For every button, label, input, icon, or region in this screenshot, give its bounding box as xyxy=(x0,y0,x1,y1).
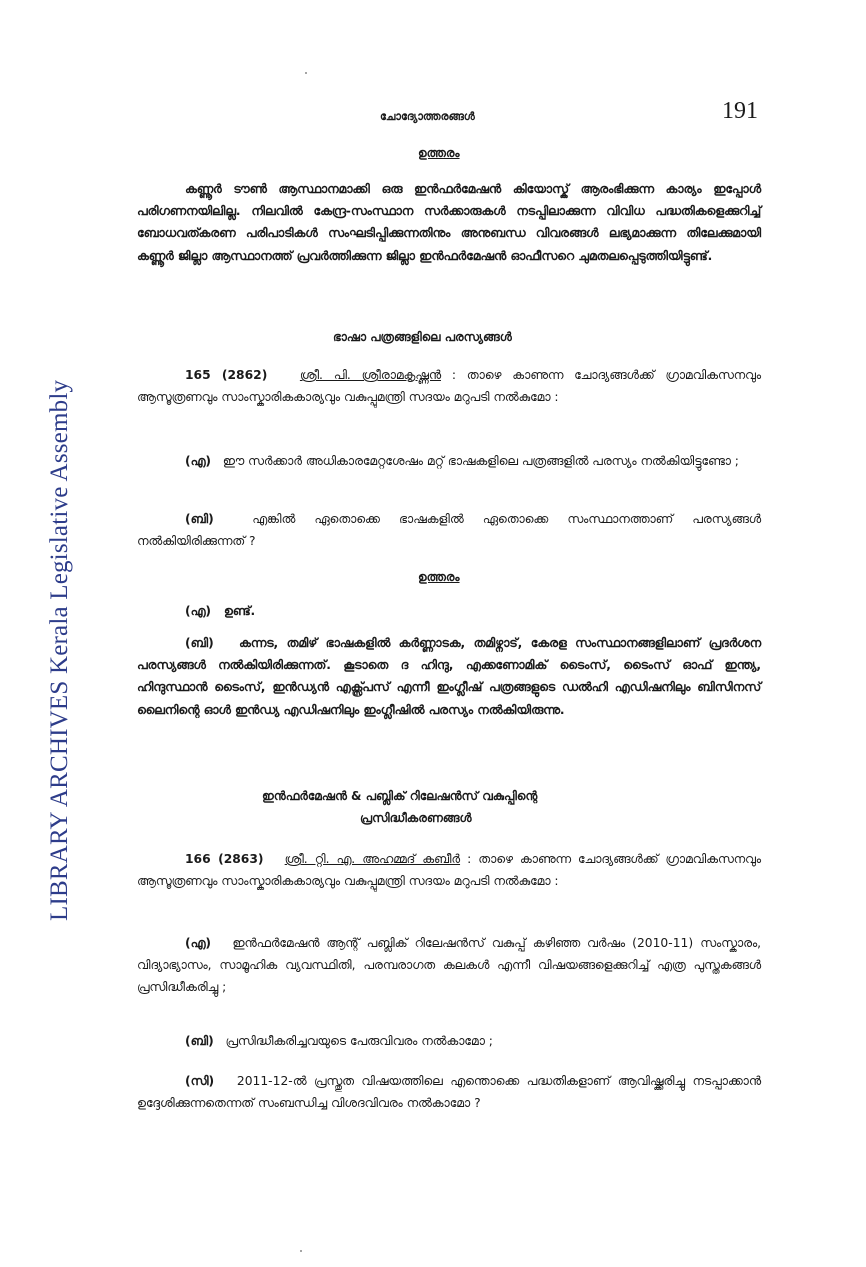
archive-watermark: LIBRARY ARCHIVES Kerala Legislative Assembly xyxy=(46,379,73,921)
sub-question-a xyxy=(137,450,761,472)
item-text: പ്രസിദ്ധീകരിച്ചവയുടെ പേരുവിവരം നൽകാമോ ; xyxy=(225,1034,493,1048)
section-heading: ഇൻഫർമേഷൻ & പബ്ലിക് റിലേഷൻസ് വകുപ്പിന്റെ xyxy=(262,789,538,803)
sub-question-c xyxy=(137,1070,761,1114)
item-text: ഈ സർക്കാർ അധികാരമേറ്റശേഷം മറ്റ് ഭാഷകളിലെ പത്രങ്ങളിൽ പരസ്യം നൽകിയിട്ടുണ്ടോ ; xyxy=(222,454,739,468)
item-text: ഉണ്ട്. xyxy=(223,604,256,618)
page-number: 191 xyxy=(722,98,758,124)
item-label: (എ) xyxy=(185,604,212,618)
page-header-title: ചോദ്യോത്തരങ്ങൾ xyxy=(380,110,475,123)
item-label: (എ) xyxy=(185,454,212,468)
scan-speck xyxy=(305,72,307,74)
item-label: (ബി) xyxy=(185,1034,214,1048)
answer-heading: ഉത്തരം xyxy=(418,146,460,160)
item-label: (ബി) xyxy=(185,636,214,650)
scan-speck xyxy=(300,1250,302,1252)
question-intro xyxy=(137,364,761,408)
item-text: 2011-12-ൽ പ്രസ്തുത വിഷയത്തിലെ എന്തൊക്കെ പദ്ധതികളാണ് ആവിഷ്ക്കരിച്ചു നടപ്പാക്കാൻ ഉദ്ദേശിക്കുന്നതെന്നത് സംബന്ധിച്ച വിശദവിവരം നൽകാമോ ? xyxy=(137,1074,761,1111)
question-intro-text: : താഴെ കാണുന്ന ചോദ്യങ്ങൾക്ക് ഗ്രാമവികസനവും ആസൂത്രണവും സാംസ്കാരികകാര്യവും വകുപ്പുമന്ത്രി സദയം മറുപടി നൽകുമോ : xyxy=(137,852,762,889)
item-text: കന്നട, തമിഴ് ഭാഷകളിൽ കർണ്ണാടക, തമിഴ്നാട്, കേരള സംസ്ഥാനങ്ങളിലാണ് പ്രദർശന പരസ്യങ്ങൾ നൽകിയിരിക്കുന്നത്. കൂടാതെ ദ ഹിന്ദു, എക്കണോമിക് ടൈംസ്, ടൈംസ് ഓഫ് ഇന്ത്യ, ഹിന്ദുസ്ഥാൻ ടൈംസ്, ഇൻഡ്യൻ എക്സ്പ്രസ് എന്നീ ഇംഗ്ലീഷ് പത്രങ്ങളുടെ ഡൽഹി എഡിഷനിലും ബിസിനസ് ലൈനിന്റെ ഓൾ ഇൻഡ്യ എഡിഷനിലും ഇംഗ്ലീഷിൽ പരസ്യം നൽകിയിരുന്നു. xyxy=(137,636,761,717)
section-heading: ഭാഷാ പത്രങ്ങളിലെ പരസ്യങ്ങൾ xyxy=(333,330,512,344)
answer-item-b xyxy=(137,632,761,721)
item-label: (എ) xyxy=(185,936,212,950)
answer-paragraph: കണ്ണൂർ ടൗൺ ആസ്ഥാനമാക്കി ഒരു ഇൻഫർമേഷൻ കിയോസ്ക് ആരംഭിക്കുന്ന കാര്യം ഇപ്പോൾ പരിഗണനയിലില്ല. നിലവിൽ കേന്ദ്ര-സംസ്ഥാന സർക്കാരുകൾ നടപ്പിലാക്കുന്ന വിവിധ പദ്ധതികളെക്കുറിച്ച് ബോധവത്കരണ പരിപാടികൾ സംഘടിപ്പിക്കുന്നതിനും അനുബന്ധ വിവരങ്ങൾ ലഭ്യമാക്കുന്ന തിലേക്കുമായി കണ്ണൂർ ജില്ലാ ആസ്ഥാനത്ത് പ്രവർത്തിക്കുന്ന ജില്ലാ ഇൻഫർമേഷൻ ഓഫീസറെ ചുമതലപ്പെടുത്തിയിട്ടുണ്ട്. xyxy=(137,182,761,263)
question-intro-text: : താഴെ കാണുന്ന ചോദ്യങ്ങൾക്ക് ഗ്രാമവികസനവും ആസൂത്രണവും സാംസ്കാരികകാര്യവും വകുപ്പുമന്ത്രി സദയം മറുപടി നൽകുമോ : xyxy=(137,368,761,405)
sub-question-a xyxy=(137,932,761,999)
member-name: ശ്രീ. റ്റി. എ. അഹമ്മദ് കബീർ xyxy=(284,852,461,866)
item-text: എങ്കിൽ ഏതൊക്കെ ഭാഷകളിൽ ഏതൊക്കെ സംസ്ഥാനത്താണ് പരസ്യങ്ങൾ നൽകിയിരിക്കുന്നത് ? xyxy=(137,512,761,549)
sub-question-b xyxy=(137,508,761,552)
section-heading-line2: പ്രസിദ്ധീകരണങ്ങൾ xyxy=(360,811,472,825)
member-name: ശ്രീ. പി. ശ്രീരാമകൃഷ്ണൻ xyxy=(299,368,441,382)
question-number: 166 (2863) xyxy=(185,852,264,866)
question-number: 165 (2862) xyxy=(185,368,268,382)
answer-heading: ഉത്തരം xyxy=(418,570,460,584)
item-label: (സി) xyxy=(185,1074,215,1088)
sub-question-b xyxy=(137,1030,761,1052)
question-intro xyxy=(137,848,761,892)
item-label: (ബി) xyxy=(185,512,214,526)
item-text: ഇൻഫർമേഷൻ ആന്റ് പബ്ലിക് റിലേഷൻസ് വകുപ്പ് കഴിഞ്ഞ വർഷം (2010-11) സംസ്കാരം, വിദ്യാഭ്യാസം, സാമൂഹിക വ്യവസ്ഥിതി, പരമ്പരാഗത കലകൾ എന്നീ വിഷയങ്ങളെക്കുറിച്ച് എത്ര പുസ്തകങ്ങൾ പ്രസിദ്ധീകരിച്ചു ; xyxy=(137,936,762,995)
answer-item-a xyxy=(137,600,761,622)
